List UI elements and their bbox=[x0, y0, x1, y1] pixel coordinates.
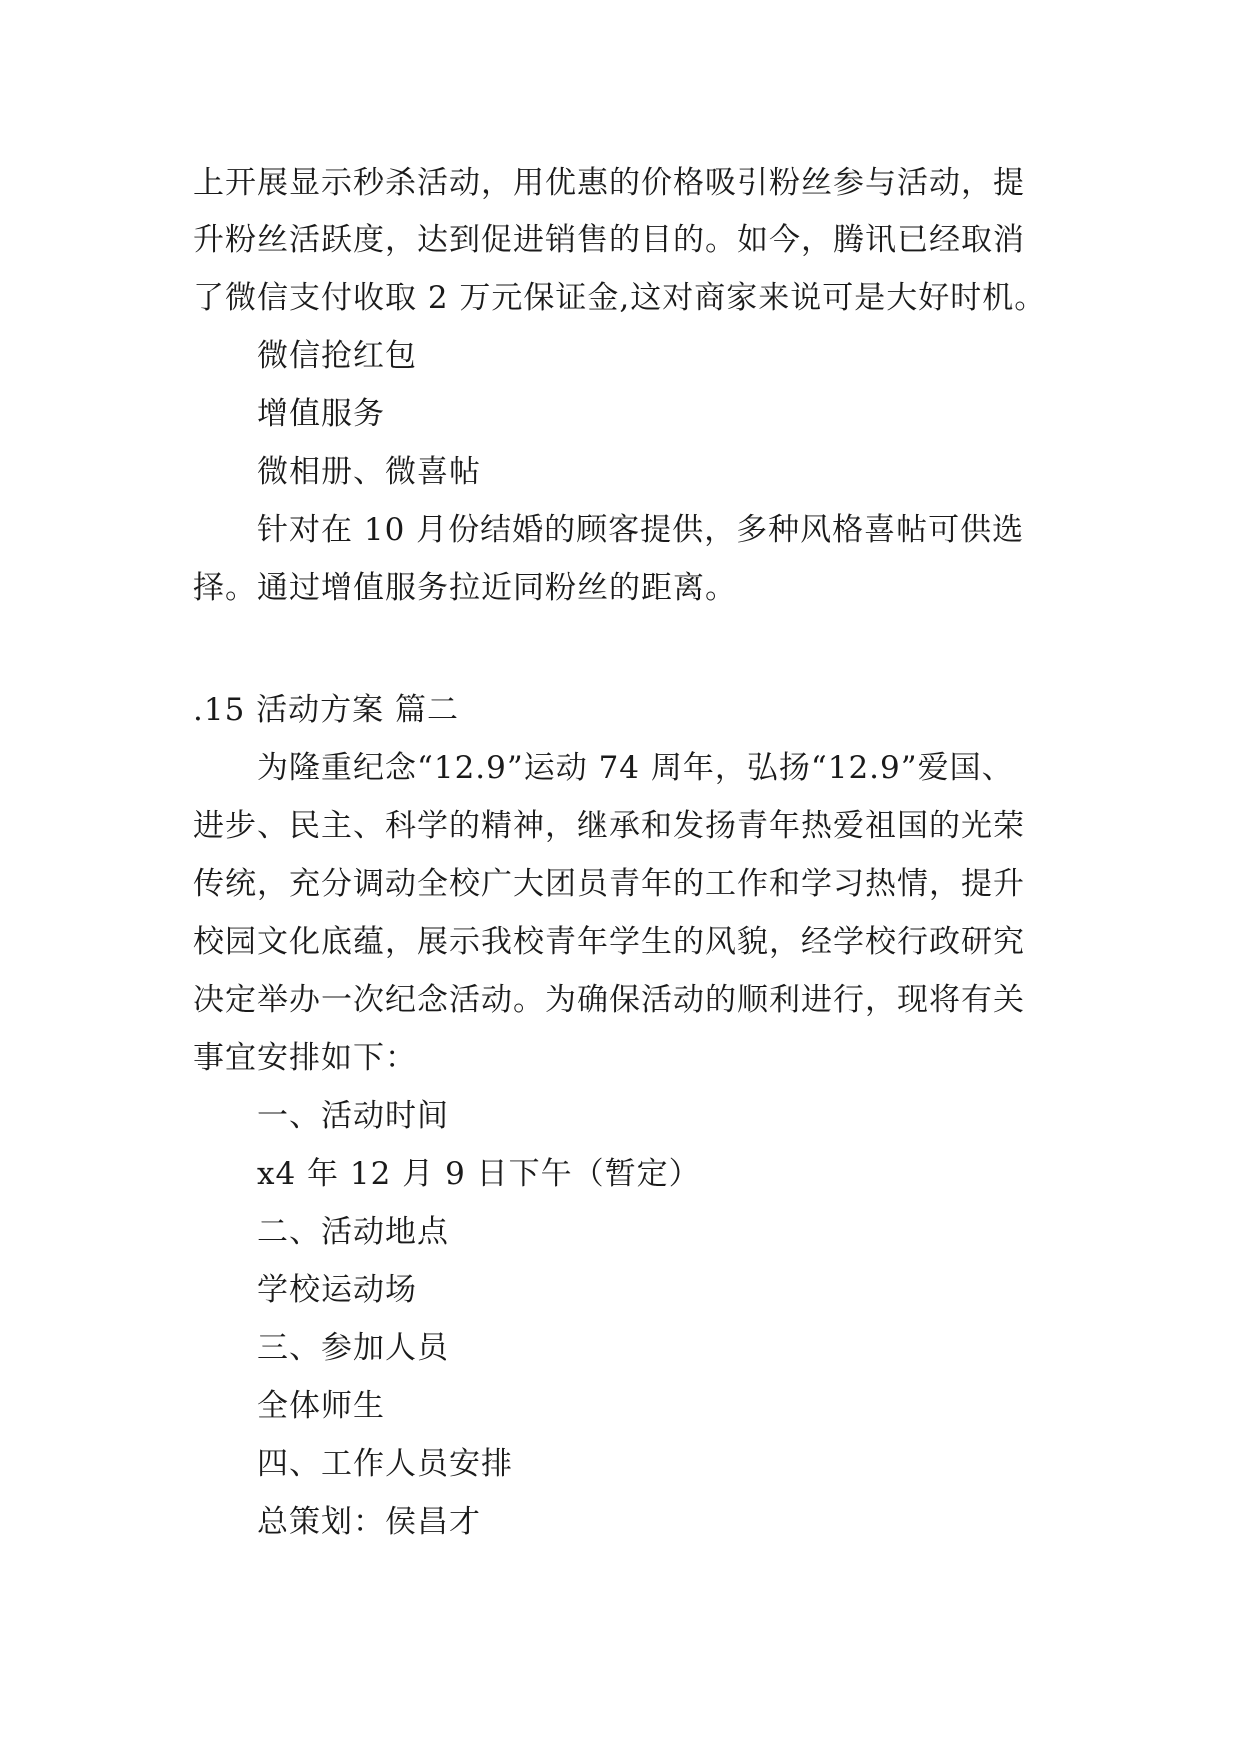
paragraph-line: 决定举办一次纪念活动。为确保活动的顺利进行，现将有关 bbox=[193, 982, 1025, 1018]
paragraph-line: 为隆重纪念“12.9”运动 74 周年，弘扬“12.9”爱国、 bbox=[257, 750, 1014, 786]
paragraph-line: 校园文化底蕴，展示我校青年学生的风貌，经学校行政研究 bbox=[193, 924, 1025, 960]
list-item: 四、工作人员安排 bbox=[257, 1446, 513, 1482]
paragraph-line: 择。通过增值服务拉近同粉丝的距离。 bbox=[193, 570, 737, 606]
list-item: x4 年 12 月 9 日下午（暂定） bbox=[257, 1156, 701, 1192]
list-item: 一、活动时间 bbox=[257, 1098, 449, 1134]
list-item: 总策划：侯昌才 bbox=[257, 1504, 481, 1540]
paragraph-line: 进步、民主、科学的精神，继承和发扬青年热爱祖国的光荣 bbox=[193, 808, 1025, 844]
paragraph-line: 传统，充分调动全校广大团员青年的工作和学习热情，提升 bbox=[193, 866, 1025, 902]
list-item: 增值服务 bbox=[257, 396, 385, 432]
list-item: 微信抢红包 bbox=[257, 338, 417, 374]
list-item: 全体师生 bbox=[257, 1388, 385, 1424]
section-heading: .15 活动方案 篇二 bbox=[193, 692, 460, 728]
list-item: 二、活动地点 bbox=[257, 1214, 449, 1250]
paragraph-line: 上开展显示秒杀活动，用优惠的价格吸引粉丝参与活动，提 bbox=[193, 165, 1025, 201]
list-item: 三、参加人员 bbox=[257, 1330, 449, 1366]
paragraph-line: 升粉丝活跃度，达到促进销售的目的。如今，腾讯已经取消 bbox=[193, 222, 1025, 258]
paragraph-line: 事宜安排如下： bbox=[193, 1040, 417, 1076]
list-item: 微相册、微喜帖 bbox=[257, 454, 481, 490]
paragraph-line: 了微信支付收取 2 万元保证金,这对商家来说可是大好时机。 bbox=[193, 280, 1047, 316]
list-item: 学校运动场 bbox=[257, 1272, 417, 1308]
paragraph-line: 针对在 10 月份结婚的顾客提供，多种风格喜帖可供选 bbox=[257, 512, 1025, 548]
